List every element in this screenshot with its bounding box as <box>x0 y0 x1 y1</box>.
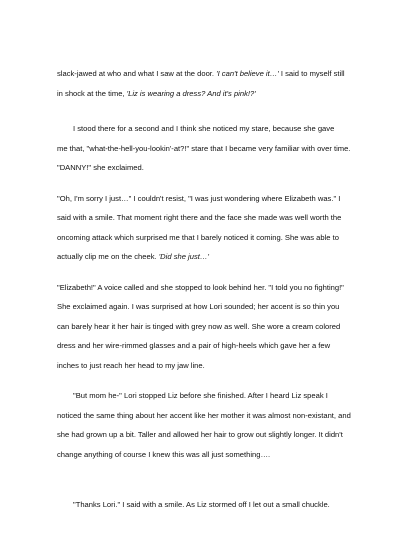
text-line: I stood there for a second and I think she noticed my stare, because she gave <box>73 124 335 133</box>
text-line: can barely hear it her hair is tinged with grey now as well. She wore a cream colored <box>57 322 341 331</box>
text-line: "Elizabeth!" A voice called and she stopped to look behind her. "I told you no fighting!" <box>57 283 344 292</box>
text-line: she had grown up a bit. Taller and allowed her hair to grow out slightly longer. It didn't <box>57 430 343 439</box>
text-line: in shock at the time, 'Liz is wearing a dress? And it's pink!?' <box>57 89 256 98</box>
text-line: "But mom he-" Lori stopped Liz before she finished. After I heard Liz speak I <box>73 391 328 400</box>
text-line: noticed the same thing about her accent like her mother it was almost non-existant, and <box>57 411 351 420</box>
text-line: inches to just reach her head to my jaw line. <box>57 361 205 370</box>
text-line: She exclaimed again. I was surprised at how Lori sounded; her accent is so thin you <box>57 302 340 311</box>
text-line: dress and her wire-rimmed glasses and a pair of high-heels which gave her a few <box>57 341 331 350</box>
text-line: "DANNY!" she exclaimed. <box>57 163 144 172</box>
text-line: change anything of course I knew this was all just something…. <box>57 450 271 459</box>
text-line: said with a smile. That moment right there and the face she made was well worth the <box>57 213 342 222</box>
text-line: "Thanks Lori." I said with a smile. As Liz stormed off I let out a small chuckle. <box>73 500 330 509</box>
text-line: oncoming attack which surprised me that I barely noticed it coming. She was able to <box>57 233 339 242</box>
text-line: slack-jawed at who and what I saw at the door. 'I can't believe it…' I said to myself still <box>57 69 345 78</box>
text-line: "Oh, I'm sorry I just…" I couldn't resist, "I was just wondering where Elizabeth was." I <box>57 194 341 203</box>
text-line: me that, "what-the-hell-you-lookin'-at?!" stare that I became very familiar with over time. <box>57 144 351 153</box>
text-line: actually clip me on the cheek. 'Did she just…' <box>57 252 209 261</box>
